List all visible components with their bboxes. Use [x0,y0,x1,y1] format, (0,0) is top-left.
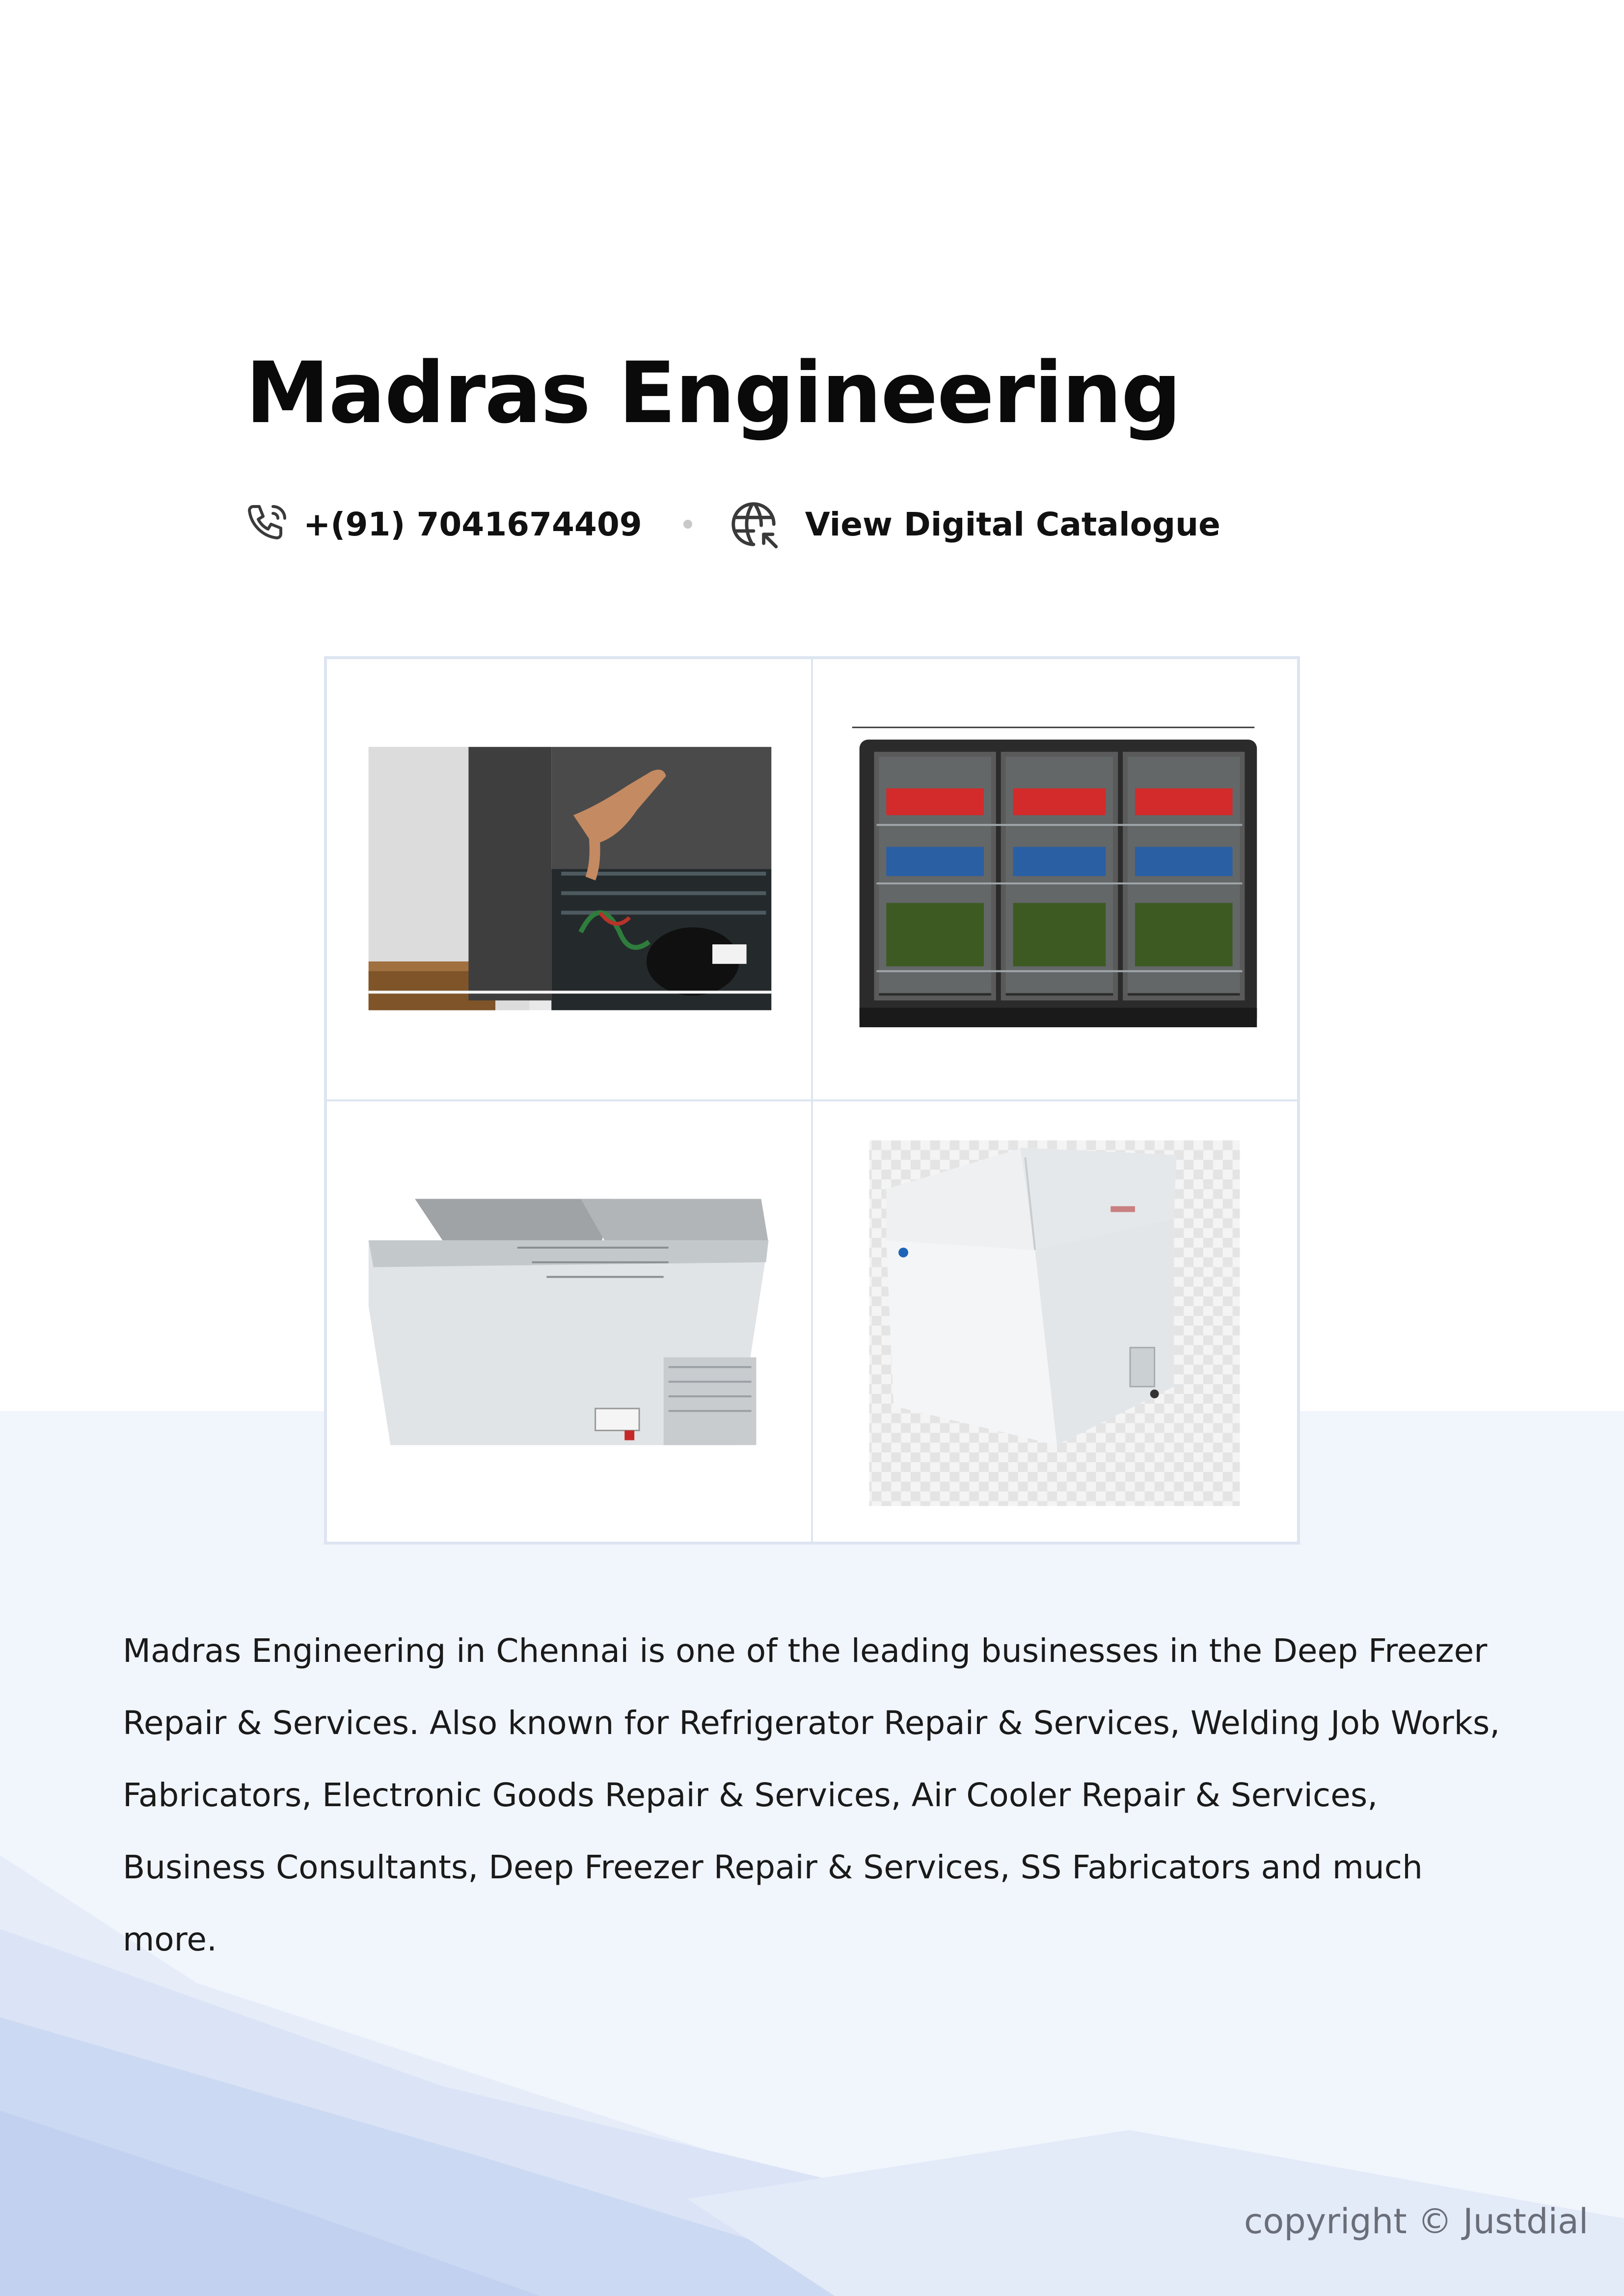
separator-dot [683,520,692,529]
contact-row [244,495,1220,554]
business-name: Madras Engineering [245,344,1181,442]
gallery-image-open-chest-freezer[interactable] [326,1100,812,1543]
phone-number-link[interactable]: +(91) 7041674409 [303,505,642,543]
globe-cursor-icon[interactable] [727,497,781,551]
copyright-footer: copyright © Justdial [1244,2201,1589,2242]
gallery-image-double-lid-freezer[interactable] [812,1100,1298,1543]
photo-gallery [324,656,1300,1545]
business-description: Madras Engineering in Chennai is one of the leading businesses in the Deep Freezer Repair & Services. Also known for Refrigerator Repair & Services, Welding Job Works, Fabricators, Electronic Goods Repair & Services, Air Cooler Repair & Services, Business Consultants, Deep Freezer Repair & Services, SS Fabricators and much more. [123,1632,1500,1958]
phone-call-icon[interactable] [244,501,291,548]
view-digital-catalogue-link[interactable]: View Digital Catalogue [805,505,1220,543]
gallery-image-compressor-repair[interactable] [326,658,812,1100]
gallery-image-beverage-cooler[interactable] [812,658,1298,1100]
